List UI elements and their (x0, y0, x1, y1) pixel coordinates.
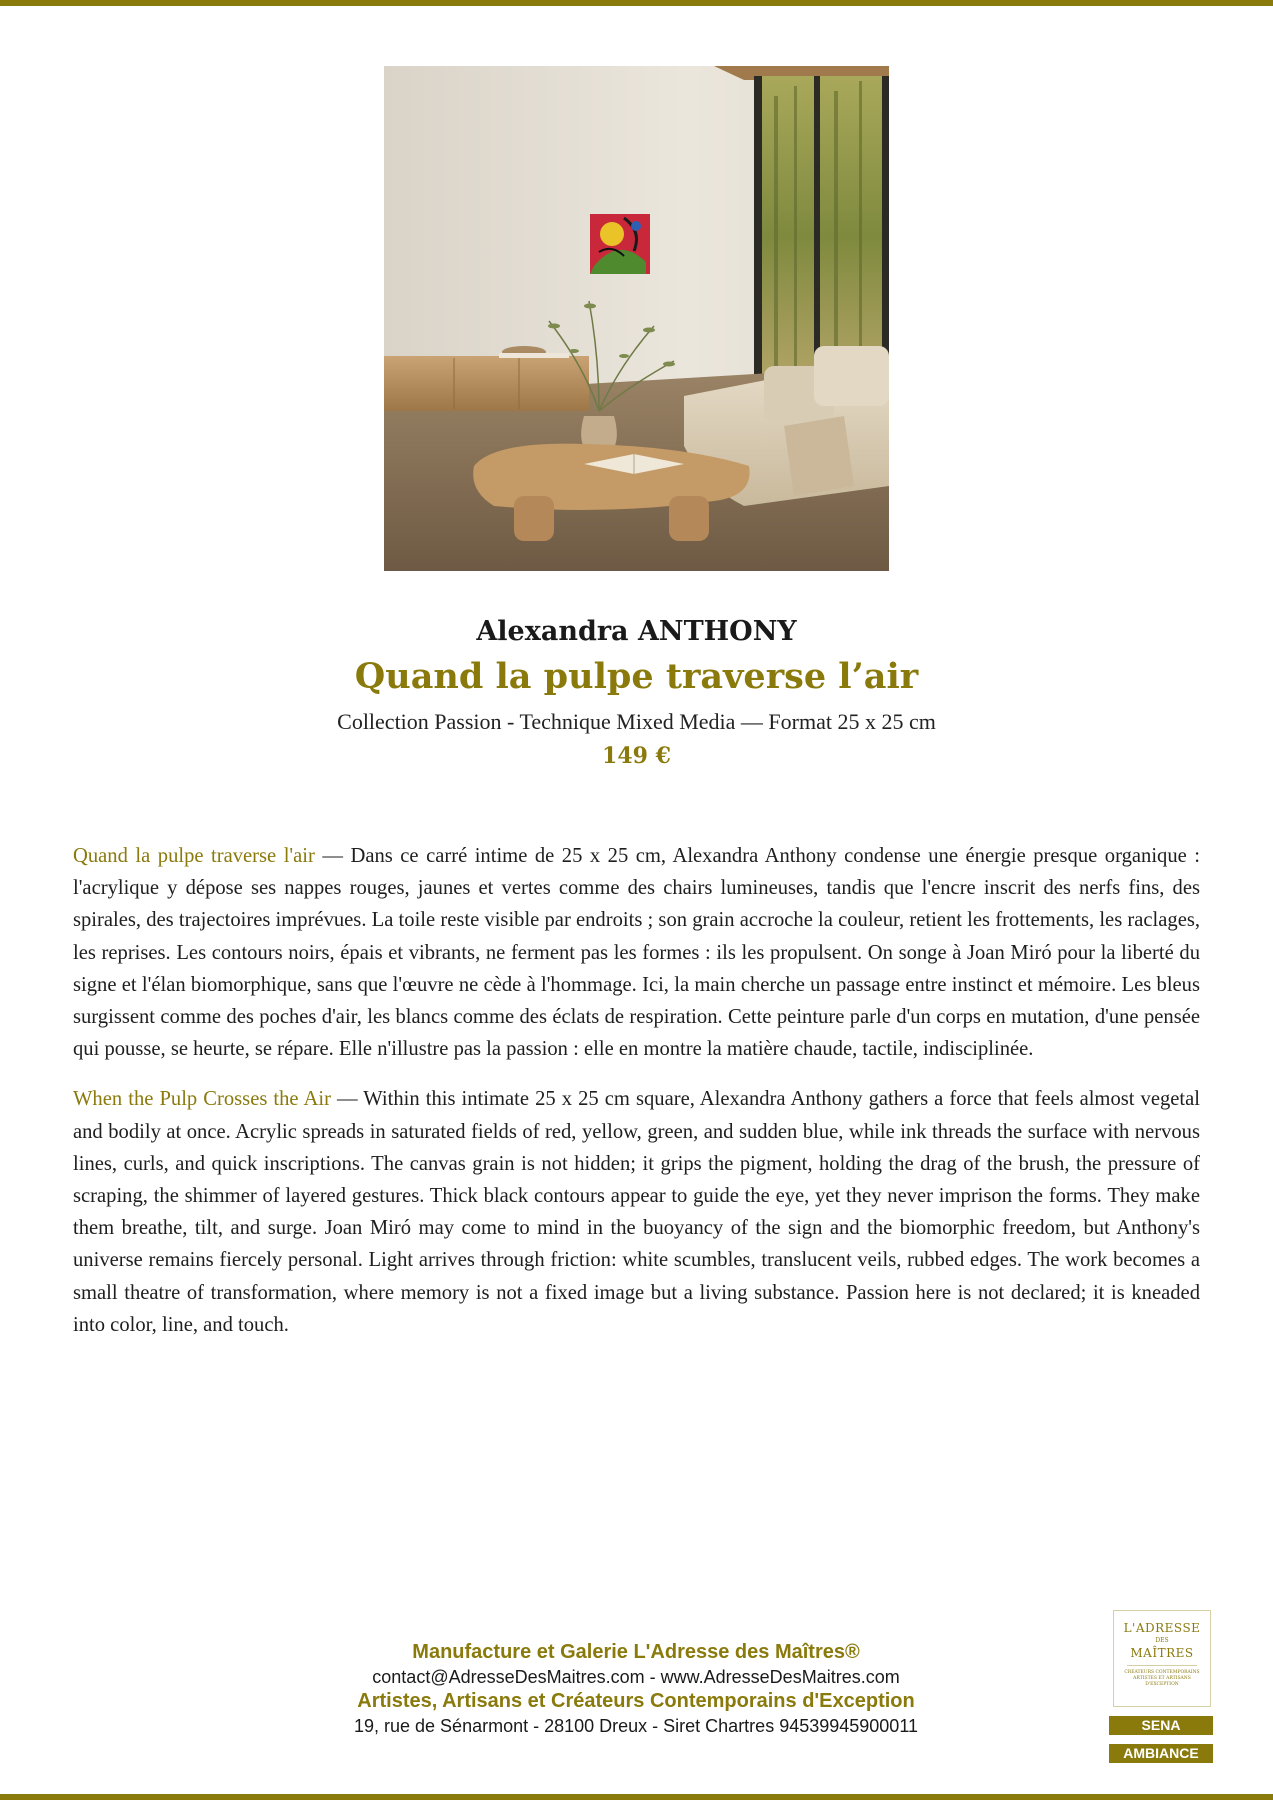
gallery-address: 19, rue de Sénarmont - 28100 Dreux - Siret Chartres 94539945900011 (353, 1716, 919, 1736)
artwork-meta: Collection Passion - Technique Mixed Media — Format 25 x 25 cm (337, 709, 936, 734)
artwork-description (73, 840, 1200, 1359)
sena-badge: SENA (1109, 1716, 1213, 1735)
description-en (73, 1083, 1200, 1341)
artwork-price: 149 € (602, 743, 671, 769)
logo-divider (1127, 1665, 1197, 1666)
description-fr-text: — Dans ce carré intime de 25 x 25 cm, Alexandra Anthony condense une énergie presque organique : l'acrylique y dépose ses nappes rouges, jaunes et vertes comme des chairs lumineuses, tandis que l'encre inscrit des nerfs fins, des spirales, des trajectoires imprévues. La toile reste visible par endroits ; son grain accroche la couleur, retient les frottements, les raclages, les reprises. Les contours noirs, épais et vibrants, ne ferment pas les formes : ils les propulsent. On songe à Joan Miró pour la liberté du signe et l'élan biomorphique, sans que l'œuvre ne cède à l'hommage. Ici, la main cherche un passage entre instinct et mémoire. Les bleus surgissent comme des poches d'air, les blancs comme des éclats de respiration. Cette peinture parle d'un corps en mutation, d'une pensée qui pousse, se heurte, se répare. Elle n'illustre pas la passion : elle en montre la matière chaude, tactile, indisciplinée. (73, 845, 1200, 1061)
gallery-tagline: Artistes, Artisans et Créateurs Contemporains d'Exception (357, 1690, 915, 1712)
logo-line-2: DES (1155, 1637, 1169, 1644)
gallery-name: Manufacture et Galerie L'Adresse des Maîtres® (412, 1641, 860, 1663)
painting-thumbnail (590, 214, 650, 274)
top-border (0, 0, 1273, 6)
bottom-border (0, 1794, 1273, 1800)
gallery-contact: contact@AdresseDesMaitres.com - www.AdresseDesMaitres.com (372, 1667, 900, 1687)
gallery-logo (1113, 1610, 1211, 1707)
artwork-title: Quand la pulpe traverse l’air (354, 656, 919, 697)
description-fr (73, 840, 1200, 1065)
artwork-heading (0, 612, 1273, 772)
logo-line-3: MAÎTRES (1130, 1646, 1194, 1660)
logo-line-4: CRÉATEURS CONTEMPORAINS ARTISTES ET ARTISANS D'EXCEPTION (1124, 1670, 1200, 1687)
logo-line-1: L'ADRESSE (1123, 1621, 1201, 1635)
ambiance-badge: AMBIANCE (1109, 1744, 1213, 1763)
description-en-lead: When the Pulp Crosses the Air (73, 1088, 331, 1111)
description-fr-lead: Quand la pulpe traverse l'air (73, 845, 315, 867)
artist-name: Alexandra ANTHONY (476, 616, 797, 647)
description-en-text: — Within this intimate 25 x 25 cm square, Alexandra Anthony gathers a force that feels almost vegetal and bodily at once. Acrylic spreads in saturated fields of red, yellow, green, and sudden blue, while ink threads the surface with nervous lines, curls, and quick inscriptions. The canvas grain is not hidden; it grips the pigment, holding the drag of the brush, the pressure of scraping, the shimmer of layered gestures. Thick black contours appear to guide the eye, yet they never imprison the forms. They make them breathe, tilt, and surge. Joan Miró may come to mind in the buoyancy of the sign and the biomorphic freedom, but Anthony's universe remains fiercely personal. Light arrives through friction: white scumbles, translucent veils, rubbed edges. The work becomes a small theatre of transformation, where memory is not a fixed image but a living substance. Passion here is not declared; it is kneaded into color, line, and touch. (73, 1088, 1201, 1336)
gallery-footer (236, 1640, 1036, 1738)
artwork-room-photo (384, 66, 889, 571)
